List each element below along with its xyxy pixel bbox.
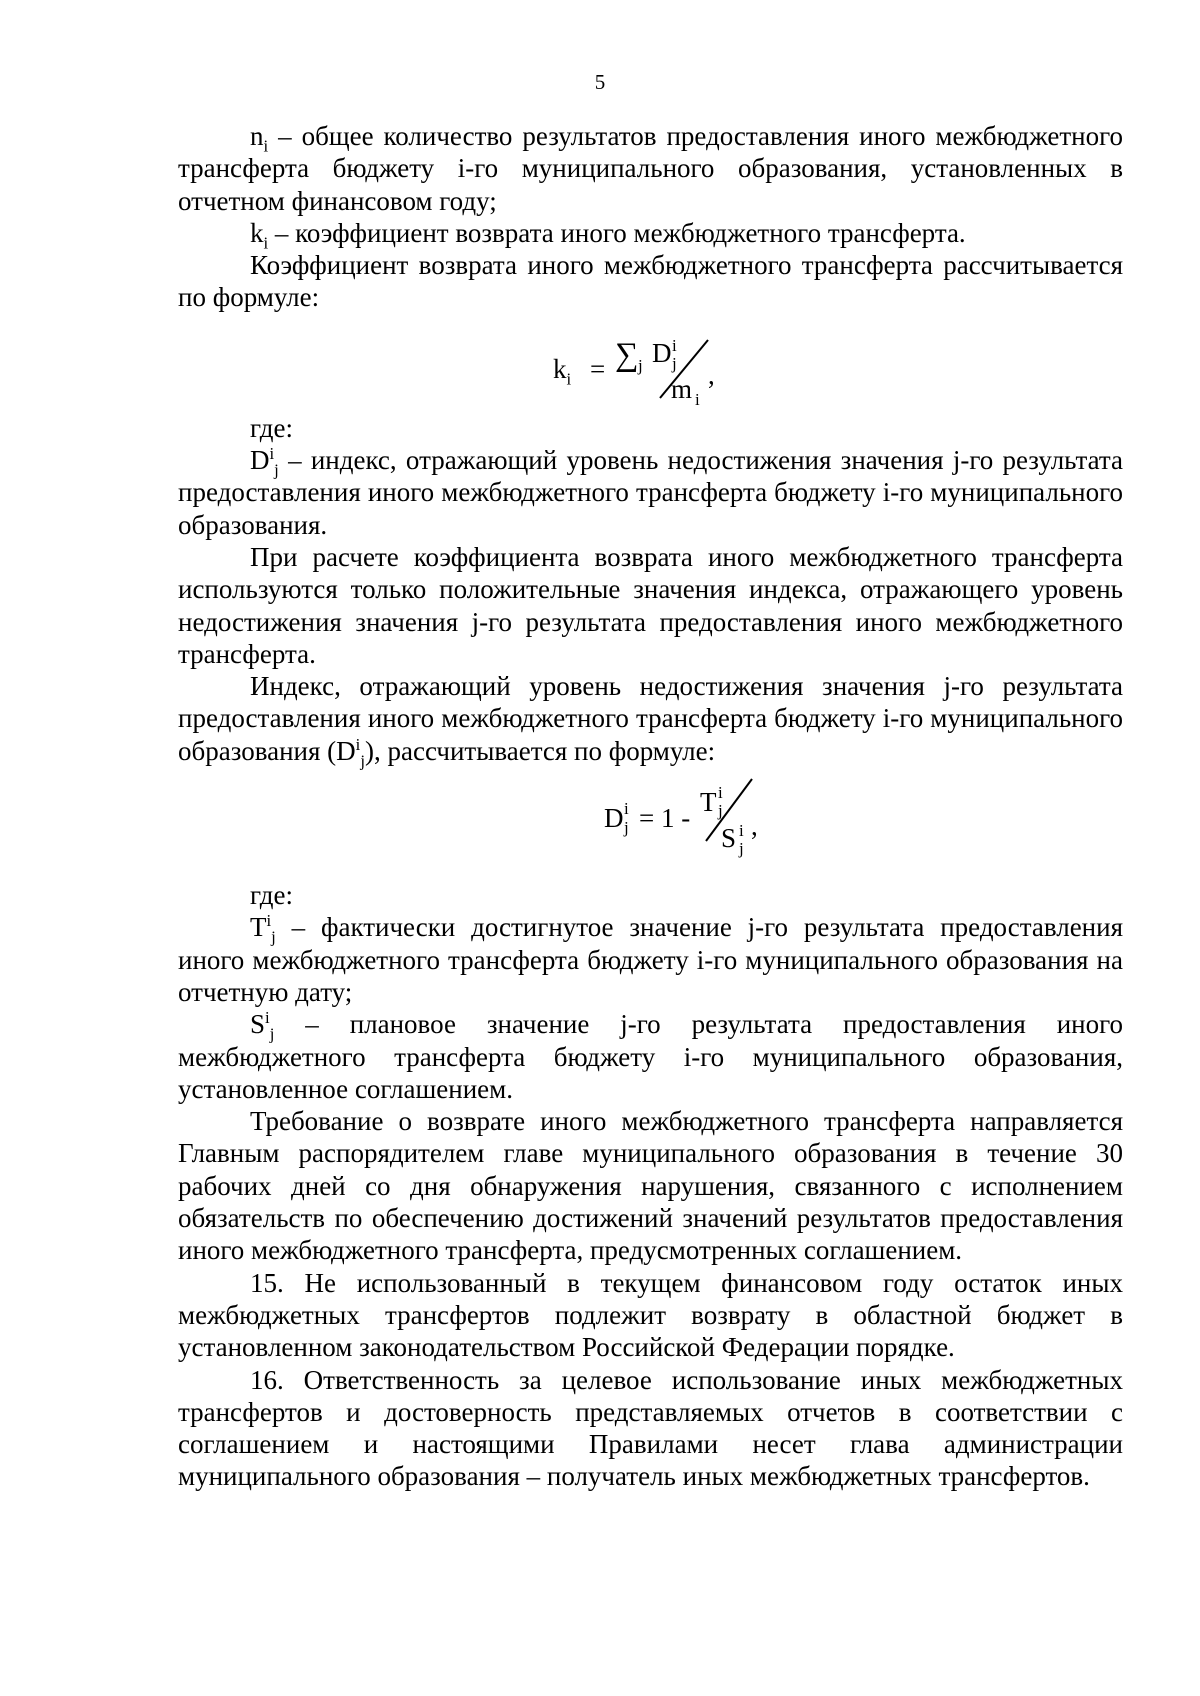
sup-i: i: [718, 783, 723, 803]
paragraph-text: – коэффициент возврата иного межбюджетного трансферта.: [268, 217, 966, 248]
sub-j: j: [269, 1024, 275, 1044]
paragraph-positive-values: При расчете коэффициента возврата иного межбюджетного трансферта используются только положительные значения индекса, отражающего уровень недостижения значения j-го результата предоставления иного межбюджетного трансферта.: [178, 541, 1123, 669]
symbol-S: S: [250, 1009, 266, 1040]
numerator-D: D: [652, 337, 672, 368]
sup-i: i: [355, 734, 361, 754]
document-body: [178, 120, 1123, 1493]
sup-i: i: [269, 444, 275, 464]
formula-D-lhs: D: [604, 803, 624, 834]
paragraph-coefficient: Коэффициент возврата иного межбюджетного трансферта рассчитывается по формуле:: [178, 250, 1123, 313]
paragraph-return-requirement: Требование о возврате иного межбюджетного трансферта направляется Главным распорядителем главе муниципального образования в течение 30 рабочих дней со дня обнаружения нарушения, связанного с исполнением обязательств по обеспечению достижений значений результатов предоставления иного межбюджетного трансферта, предусмотренных соглашением.: [178, 1106, 1123, 1266]
sub-j: j: [739, 839, 744, 859]
page-number: 5: [594, 70, 606, 94]
sub-i: i: [263, 136, 269, 156]
symbol-D: D: [250, 445, 270, 476]
formula-comma: ,: [708, 359, 715, 390]
where-label-2: где:: [250, 880, 293, 911]
sub-i: i: [695, 389, 700, 409]
paragraph-text: Индекс, отражающий уровень недостижения значения j-го результата предоставления иного межбюджетного трансферта бюджету i-го муниципального образования (: [178, 671, 1123, 766]
sum-symbol: ∑: [615, 336, 639, 373]
formula-k-lhs: [553, 353, 572, 389]
paragraph-T-ij: [178, 911, 1123, 1008]
paragraph-D-ij: [178, 444, 1123, 541]
paragraph-text: – плановое значение j-го результата предоставления иного межбюджетного трансферта бюджету i-го муниципального образования, установленное соглашением.: [178, 1009, 1123, 1104]
sub-j: j: [718, 801, 723, 821]
formula-k: [178, 314, 1123, 412]
sub-j: j: [672, 353, 677, 373]
sub-j: j: [360, 751, 365, 771]
sup-i: i: [672, 335, 677, 355]
sup-i: i: [739, 821, 744, 841]
paragraph-k-i: [178, 217, 1123, 253]
sub-j: j: [271, 927, 276, 947]
formula-D: [178, 767, 1123, 879]
sub-i: i: [263, 233, 269, 253]
symbol-n: n: [250, 121, 264, 151]
denominator-S: S: [721, 823, 737, 854]
sup-i: i: [266, 911, 272, 931]
paragraph-text: – индекс, отражающий уровень недостижения значения j-го результата предоставления иного межбюджетного трансферта бюджету i-го муниципального образования.: [178, 445, 1123, 540]
formula-one-minus: = 1 -: [639, 803, 691, 834]
paragraph-text: ), рассчитывается по формуле:: [364, 735, 716, 766]
numerator-T: T: [700, 787, 717, 818]
symbol-k: k: [250, 217, 264, 248]
paragraph-15: 15. Не использованный в текущем финансовом году остаток иных межбюджетных трансфертов подлежит возврату в областной бюджет в установленном законодательством Российской Федерации порядке.: [178, 1267, 1123, 1363]
sum-index-j: j: [638, 355, 643, 375]
paragraph-16: 16. Ответственность за целевое использование иных межбюджетных трансфертов и достоверность представляемых отчетов в соответствии с соглашением и настоящими Правилами несет глава администрации муниципального образования – получатель иных межбюджетных трансфертов.: [178, 1364, 1123, 1492]
paragraph-index-formula: [178, 670, 1123, 771]
paragraph-S-ij: [178, 1008, 1123, 1105]
sup-i: i: [624, 799, 629, 819]
formula-eq: =: [590, 353, 606, 384]
where-label-1: где:: [250, 412, 293, 443]
paragraph-n-i: [178, 120, 1123, 217]
sup-i: i: [265, 1008, 270, 1028]
sub-i: i: [566, 369, 572, 389]
symbol-k: k: [553, 353, 567, 384]
symbol-D: D: [336, 735, 356, 766]
symbol-T: T: [250, 912, 267, 943]
paragraph-text: – общее количество результатов предоставления иного межбюджетного трансферта бюджету i-го муниципального образования, установленных в отчетном финансовом году;: [178, 121, 1123, 216]
sub-j: j: [274, 460, 279, 480]
denominator-m: m: [671, 373, 693, 404]
formula-comma: ,: [751, 811, 758, 842]
paragraph-text: – фактически достигнутое значение j-го результата предоставления иного межбюджетного трансферта бюджету i-го муниципального образования на отчетную дату;: [178, 912, 1123, 1007]
sub-j: j: [624, 818, 629, 838]
